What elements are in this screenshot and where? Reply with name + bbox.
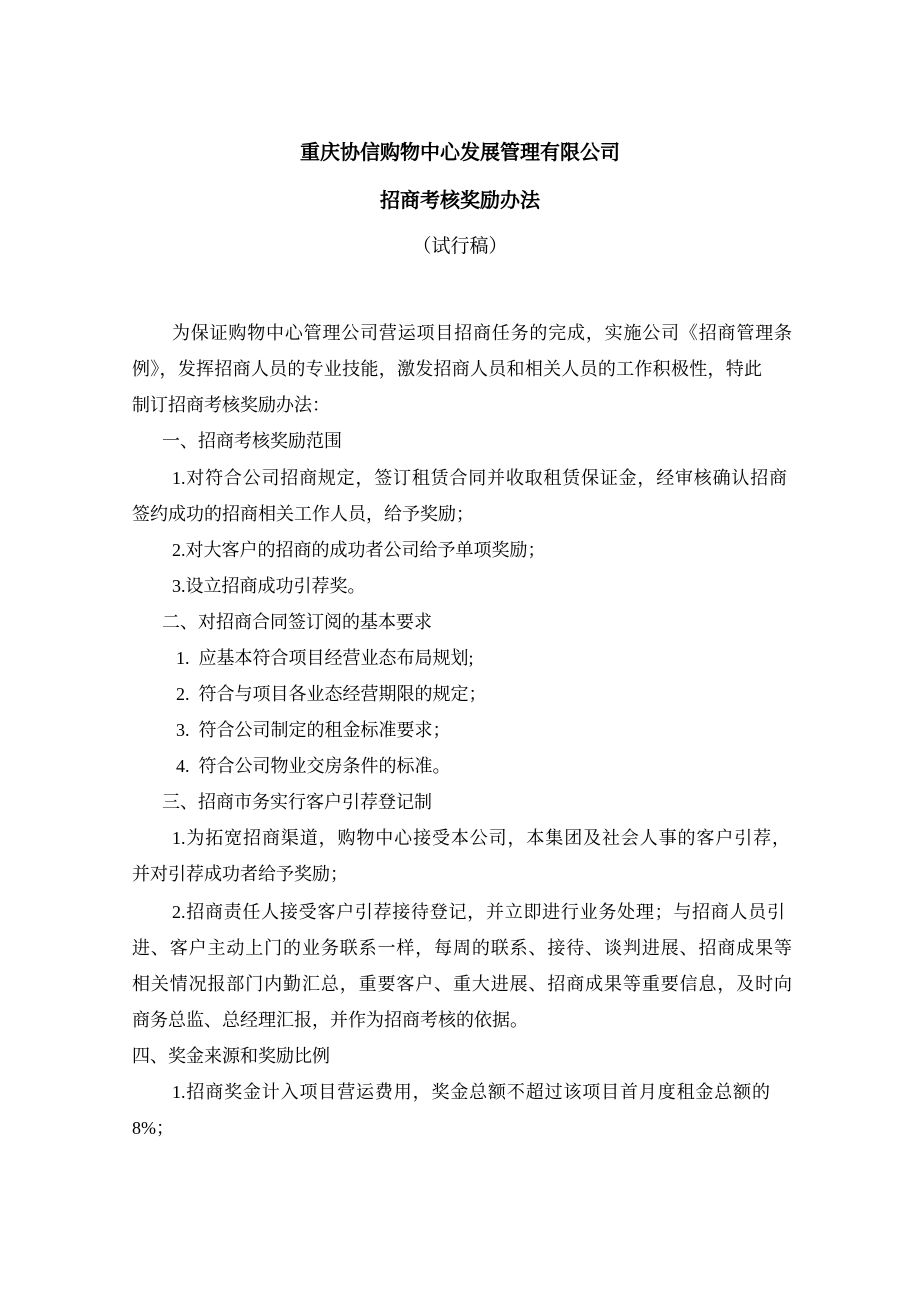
paragraph-line: 2.对大客户的招商的成功者公司给予单项奖励； [172, 540, 546, 560]
list-item: 3. 符合公司制定的租金标准要求； [176, 720, 451, 740]
paragraph-line: 8%； [132, 1118, 174, 1138]
paragraph-line: 为保证购物中心管理公司营运项目招商任务的完成，实施公司《招商管理条 [172, 323, 792, 343]
section-heading: 四、奖金来源和奖励比例 [132, 1046, 330, 1066]
list-item: 1. 应基本符合项目经营业态布局规划; [176, 648, 474, 668]
draft-status: （试行稿） [412, 236, 508, 257]
paragraph-line: 签约成功的招商相关工作人员，给予奖励； [132, 504, 474, 524]
paragraph-line: 例》，发挥招商人员的专业技能，激发招商人员和相关人员的工作积极性，特此 [132, 359, 762, 379]
paragraph-line: 3.设立招商成功引荐奖。 [172, 576, 366, 596]
list-item: 4. 符合公司物业交房条件的标准。 [176, 756, 451, 776]
paragraph-line: 1.对符合公司招商规定，签订租赁合同并收取租赁保证金，经审核确认招商 [172, 468, 787, 488]
paragraph-line: 1.为拓宽招商渠道，购物中心接受本公司，本集团及社会人事的客户引荐， [172, 828, 790, 848]
paragraph-line: 商务总监、总经理汇报，并作为招商考核的依据。 [132, 1010, 528, 1030]
paragraph-line: 1.招商奖金计入项目营运费用，奖金总额不超过该项目首月度租金总额的 [172, 1082, 770, 1102]
paragraph-line: 制订招商考核奖励办法： [132, 395, 330, 415]
section-heading: 一、招商考核奖励范围 [162, 431, 342, 451]
paragraph-line: 2.招商责任人接受客户引荐接待登记，并立即进行业务处理；与招商人员引 [172, 902, 785, 922]
section-heading: 二、对招商合同签订阅的基本要求 [162, 612, 432, 632]
paragraph-line: 进、客户主动上门的业务联系一样，每周的联系、接待、谈判进展、招商成果等 [132, 938, 792, 958]
section-heading: 三、招商市务实行客户引荐登记制 [162, 792, 432, 812]
paragraph-line: 并对引荐成功者给予奖励； [132, 864, 348, 884]
document-title: 招商考核奖励办法 [380, 190, 540, 212]
list-item: 2. 符合与项目各业态经营期限的规定； [176, 684, 487, 704]
paragraph-line: 相关情况报部门内勤汇总，重要客户、重大进展、招商成果等重要信息，及时向 [132, 974, 792, 994]
company-title: 重庆协信购物中心发展管理有限公司 [300, 142, 620, 164]
